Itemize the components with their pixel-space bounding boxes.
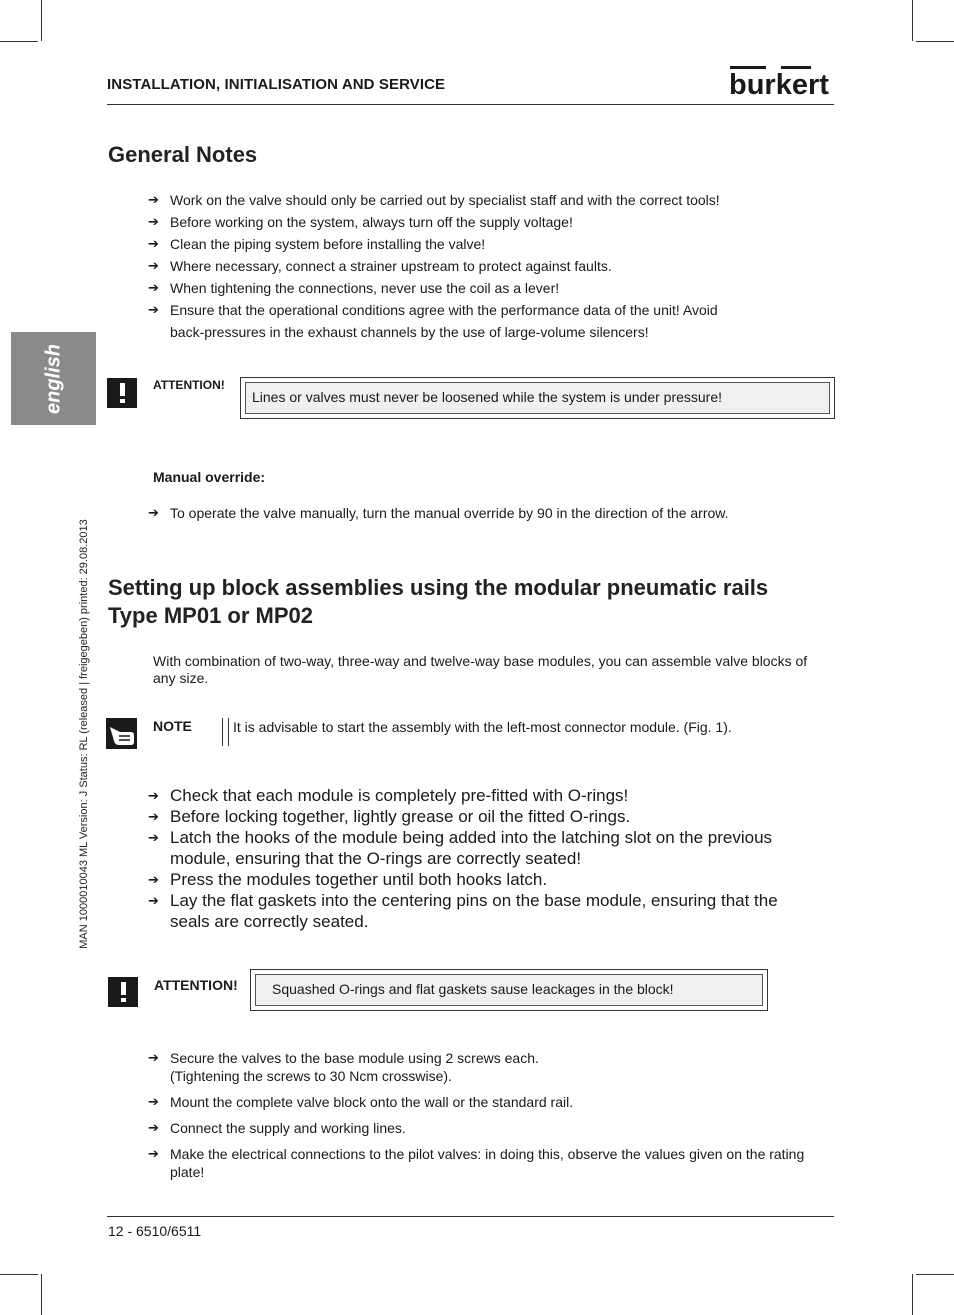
- arrow-icon: ➔: [148, 258, 159, 273]
- language-tab-label: english: [42, 343, 64, 414]
- arrow-icon: ➔: [148, 1146, 159, 1161]
- pointing-hand-icon: [106, 718, 137, 749]
- manual-override-title: Manual override:: [153, 469, 266, 485]
- warning-icon: [107, 378, 137, 408]
- arrow-icon: ➔: [148, 893, 159, 908]
- arrow-icon: ➔: [148, 809, 159, 824]
- arrow-icon: ➔: [148, 1120, 159, 1135]
- list-item: ➔ Secure the valves to the base module using 2 screws each. (Tightening the screws to 30 Ncm crosswise).: [148, 1050, 539, 1084]
- arrow-icon: ➔: [148, 236, 159, 251]
- attention-label: ATTENTION!: [153, 378, 225, 392]
- crop-mark: [916, 1274, 954, 1275]
- list-item: ➔ Make the electrical connections to the pilot valves: in doing this, observe the values given on the rating plate!: [148, 1146, 805, 1180]
- language-tab: [11, 332, 96, 425]
- arrow-icon: ➔: [148, 788, 159, 803]
- footer-rule: [107, 1216, 834, 1217]
- arrow-icon: ➔: [148, 1050, 159, 1065]
- header-title: INSTALLATION, INITIALISATION AND SERVICE: [107, 76, 446, 93]
- arrow-icon: ➔: [148, 192, 159, 207]
- brand-text: burkert: [729, 69, 829, 98]
- arrow-icon: ➔: [148, 214, 159, 229]
- note-label: NOTE: [153, 718, 192, 734]
- page-footer: 12 - 6510/6511: [108, 1223, 202, 1239]
- intro-paragraph: With combination of two-way, three-way and twelve-way base modules, you can assemble valve blocks of any size.: [153, 653, 808, 686]
- arrow-icon: ➔: [148, 302, 159, 317]
- crop-mark: [916, 41, 954, 42]
- attention-label: ATTENTION!: [154, 977, 238, 993]
- section-title-block-assemblies: Setting up block assemblies using the modular pneumatic rails Type MP01 or MP02: [108, 575, 769, 628]
- crop-mark: [0, 41, 38, 42]
- crop-mark: [912, 0, 913, 41]
- arrow-icon: ➔: [148, 1094, 159, 1109]
- crop-mark: [912, 1274, 913, 1315]
- list-item: ➔ Connect the supply and working lines.: [148, 1120, 406, 1136]
- attention-box: [250, 969, 768, 1011]
- crop-mark: [41, 1274, 42, 1315]
- attention-box: [240, 377, 835, 419]
- section-title-general-notes: General Notes: [108, 142, 258, 167]
- header-rule: [107, 104, 834, 105]
- crop-mark: [41, 0, 42, 41]
- warning-icon: [108, 977, 138, 1007]
- arrow-icon: ➔: [148, 830, 159, 845]
- list-item: ➔ Mount the complete valve block onto the wall or the standard rail.: [148, 1094, 574, 1110]
- burkert-logo: [729, 64, 834, 98]
- document-meta: MAN 1000010043 ML Version: J Status: RL (released | freigegeben) printed: 29.08.2013: [78, 519, 90, 949]
- arrow-icon: ➔: [148, 280, 159, 295]
- arrow-icon: ➔: [148, 872, 159, 887]
- note-divider: [222, 718, 229, 746]
- note-text: It is advisable to start the assembly with the left-most connector module. (Fig. 1).: [233, 719, 732, 735]
- arrow-icon: ➔: [148, 505, 159, 520]
- crop-mark: [0, 1274, 38, 1275]
- attention-text: Lines or valves must never be loosened while the system is under pressure!: [245, 382, 830, 414]
- attention-text: Squashed O-rings and flat gaskets sause leackages in the block!: [255, 974, 763, 1006]
